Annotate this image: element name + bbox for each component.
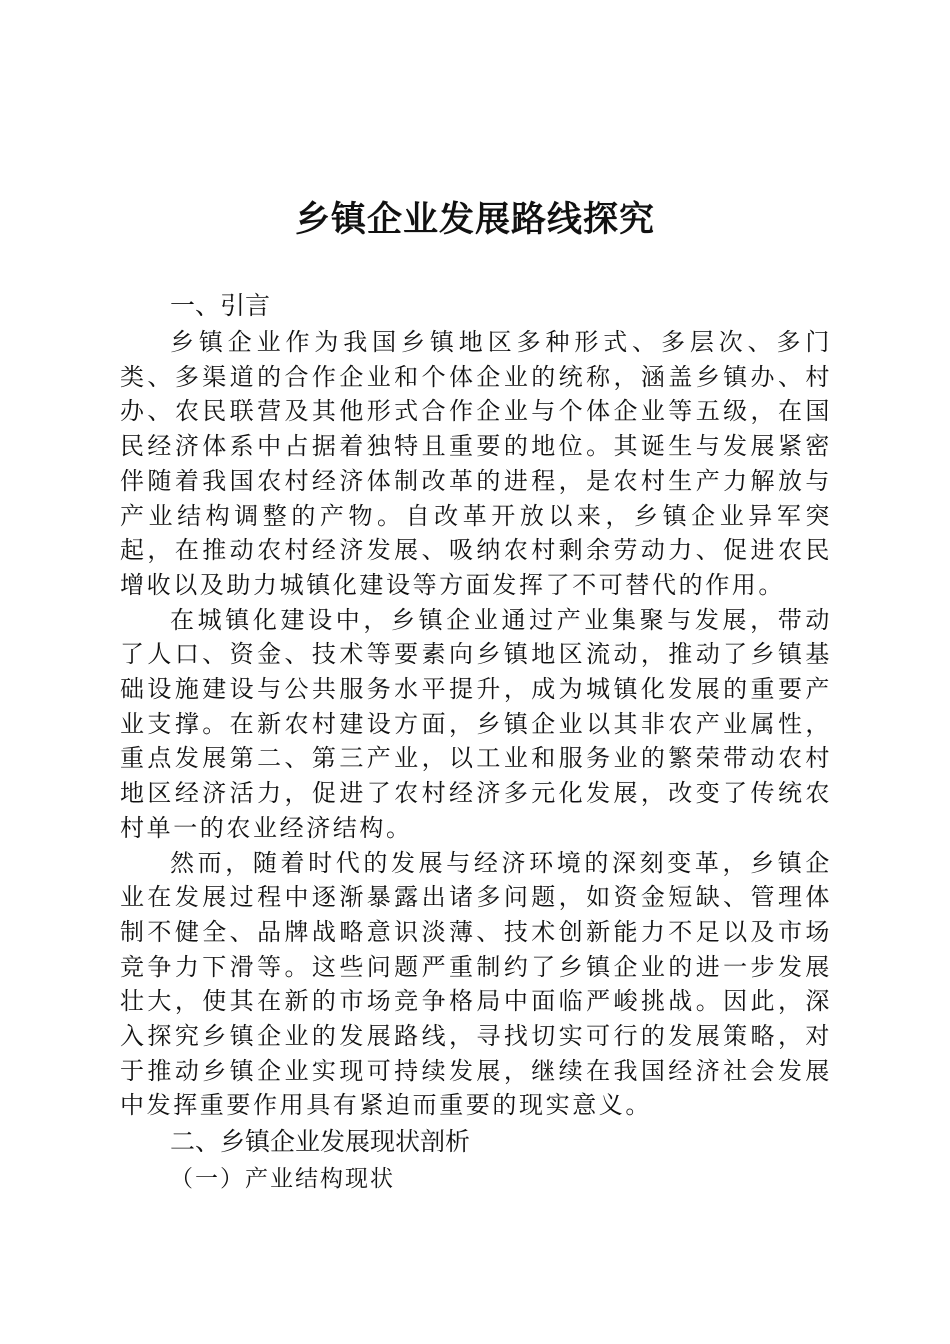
paragraph: 乡镇企业作为我国乡镇地区多种形式、多层次、多门类、多渠道的合作企业和个体企业的统称，涵盖乡镇办、村办、农民联营及其他形式合作企业与个体企业等五级，在国民经济体系中占据着独特且重要的地位。其诞生与发展紧密伴随着我国农村经济体制改革的进程，是农村生产力解放与产业结构调整的产物。自改革开放以来，乡镇企业异军突起，在推动农村经济发展、吸纳农村剩余劳动力、促进农民增收以及助力城镇化建设等方面发挥了不可替代的作用。 — [120, 328, 832, 599]
document-title: 乡镇企业发展路线探究 — [294, 200, 655, 240]
section-heading-status-analysis: 二、乡镇企业发展现状剖析 — [170, 1127, 471, 1157]
document-body — [120, 287, 832, 1197]
paragraph: 在城镇化建设中，乡镇企业通过产业集聚与发展，带动了人口、资金、技术等要素向乡镇地区流动，推动了乡镇基础设施建设与公共服务水平提升，成为城镇化发展的重要产业支撑。在新农村建设方面，乡镇企业以其非农产业属性，重点发展第二、第三产业，以工业和服务业的繁荣带动农村地区经济活力，促进了农村经济多元化发展，改变了传统农村单一的农业经济结构。 — [120, 605, 832, 842]
paragraph: 然而，随着时代的发展与经济环境的深刻变革，乡镇企业在发展过程中逐渐暴露出诸多问题，如资金短缺、管理体制不健全、品牌战略意识淡薄、技术创新能力不足以及市场竞争力下滑等。这些问题严重制约了乡镇企业的进一步发展壮大，使其在新的市场竞争格局中面临严峻挑战。因此，深入探究乡镇企业的发展路线，寻找切实可行的发展策略，对于推动乡镇企业实现可持续发展，继续在我国经济社会发展中发挥重要作用具有紧迫而重要的现实意义。 — [120, 848, 832, 1120]
subsection-heading-industry-structure: （一）产业结构现状 — [170, 1166, 395, 1193]
section-heading-introduction: 一、引言 — [170, 291, 271, 320]
